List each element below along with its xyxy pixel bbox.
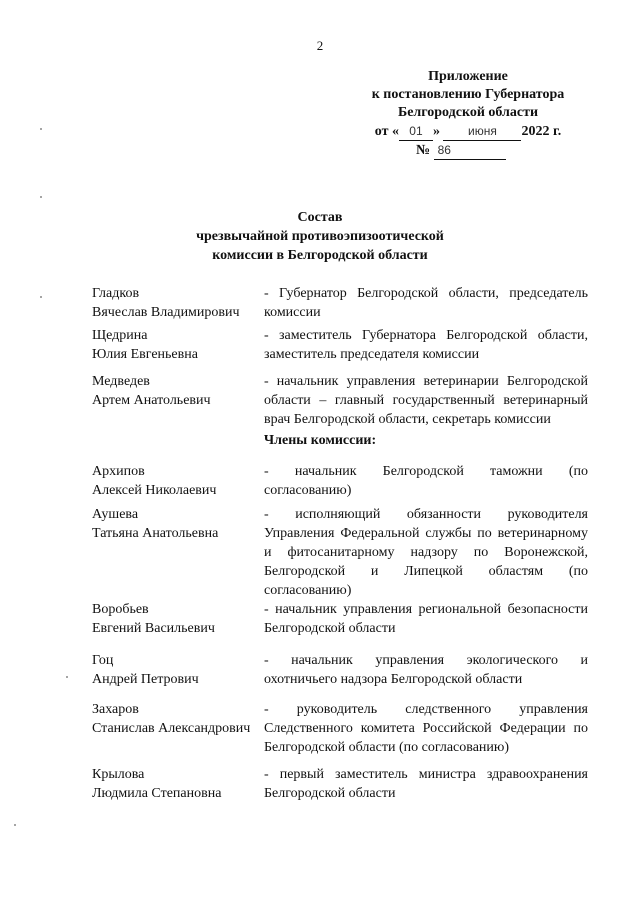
appendix-line2: к постановлению Губернатора	[371, 87, 565, 102]
surname: Крылова	[92, 767, 145, 782]
date-prefix: от «	[374, 124, 399, 139]
role: - руководитель следственного управления Следственного комитета Российской Федерации по Белгородской области (по согласованию)	[264, 702, 588, 755]
scan-speck	[40, 196, 42, 198]
scan-speck	[40, 128, 42, 130]
number-value: 86	[434, 141, 506, 160]
given-names: Артем Анатольевич	[92, 393, 211, 408]
scan-speck	[14, 824, 16, 826]
appendix-line3: Белгородской области	[397, 105, 539, 120]
given-names: Андрей Петрович	[92, 672, 199, 687]
surname: Воробьев	[92, 602, 149, 617]
members-heading: Члены комиссии:	[263, 433, 377, 448]
role: - заместитель Губернатора Белгородской области, заместитель председателя комиссии	[264, 328, 588, 362]
role: - начальник управления ветеринарии Белгородской области – главный государственный ветеринарный врач Белгородской области, секретарь комиссии	[264, 374, 588, 427]
surname: Аушева	[92, 507, 139, 522]
surname: Архипов	[92, 464, 145, 479]
date-day: 01	[399, 122, 433, 141]
date-month: июня	[443, 122, 521, 141]
number-label: №	[416, 143, 431, 158]
role: - Губернатор Белгородской области, председатель комиссии	[264, 286, 588, 320]
surname: Гоц	[92, 653, 114, 668]
role: - начальник управления региональной безопасности Белгородской области	[264, 602, 588, 636]
given-names: Людмила Степановна	[92, 786, 222, 801]
page-number: 2	[316, 38, 324, 53]
given-names: Вячеслав Владимирович	[92, 305, 240, 320]
date-mid: »	[432, 124, 440, 139]
title-line1: Состав	[297, 210, 343, 225]
role: - начальник управления экологического и охотничьего надзора Белгородской области	[264, 653, 588, 687]
surname: Захаров	[92, 702, 139, 717]
scan-speck	[66, 676, 68, 678]
appendix-block	[358, 68, 578, 160]
document-title	[0, 208, 640, 265]
role: - исполняющий обязанности руководителя Управления Федеральной службы по ветеринарному и фитосанитарному надзору по Воронежской, Белгородской и Липецкой областям (по согласованию)	[264, 507, 588, 598]
role: - первый заместитель министра здравоохранения Белгородской области	[264, 767, 588, 801]
appendix-number	[358, 141, 578, 160]
title-line2: чрезвычайной противоэпизоотической	[196, 229, 444, 244]
surname: Гладков	[92, 286, 140, 301]
given-names: Станислав Александрович	[92, 721, 251, 736]
appendix-date	[358, 122, 578, 141]
date-year: 2022 г.	[521, 124, 562, 139]
surname: Медведев	[92, 374, 150, 389]
appendix-line1: Приложение	[428, 69, 508, 84]
given-names: Юлия Евгеньевна	[92, 347, 198, 362]
scan-speck	[40, 296, 42, 298]
role: - начальник Белгородской таможни (по согласованию)	[264, 464, 588, 498]
given-names: Татьяна Анатольевна	[92, 526, 219, 541]
title-line3: комиссии в Белгородской области	[212, 248, 428, 263]
surname: Щедрина	[92, 328, 148, 343]
given-names: Алексей Николаевич	[92, 483, 217, 498]
given-names: Евгений Васильевич	[92, 621, 215, 636]
